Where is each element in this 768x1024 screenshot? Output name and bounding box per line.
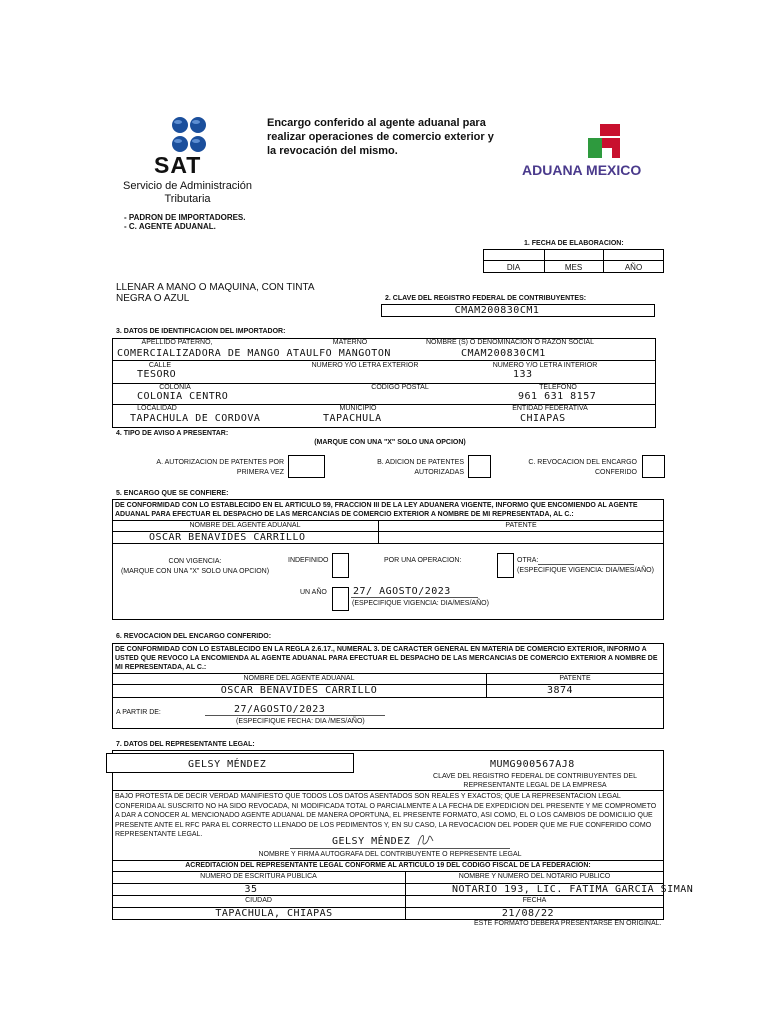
cp-label: CODIGO POSTAL bbox=[371, 384, 429, 391]
signature-scribble-icon bbox=[415, 831, 435, 849]
sat-logo-text: SAT bbox=[154, 152, 202, 178]
title-line3: la revocación del mismo. bbox=[267, 145, 398, 157]
telefono-value[interactable]: 961 631 8157 bbox=[518, 391, 597, 402]
aviso-opt-b-line2: AUTORIZADAS bbox=[414, 469, 464, 476]
un-anio-value[interactable]: 27/ AGOSTO/2023 bbox=[353, 586, 451, 597]
agency-name bbox=[100, 180, 275, 206]
revocacion-nombre-agente-label: NOMBRE DEL AGENTE ADUANAL bbox=[243, 675, 355, 682]
representante-nombre-value: GELSY MÉNDEZ bbox=[188, 759, 267, 770]
encargo-label: 5. ENCARGO QUE SE CONFIERE: bbox=[116, 490, 229, 497]
aviso-opt-c-label bbox=[520, 458, 637, 478]
calle-label: CALLE bbox=[148, 362, 172, 369]
un-anio-label: UN AÑO bbox=[300, 589, 327, 596]
revocacion-text-line3: MI REPRESENTADA, AL C.: bbox=[115, 664, 207, 671]
apellido-paterno-label: APELLIDO PATERNO, bbox=[141, 339, 213, 346]
fecha-dia-label: DIA bbox=[506, 263, 521, 272]
representante-rfc-label-line1: CLAVE DEL REGISTRO FEDERAL DE CONTRIBUYENTES DEL bbox=[433, 773, 637, 780]
nombre-value[interactable]: CMAM200830CM1 bbox=[461, 348, 546, 359]
fecha-anio-label: AÑO bbox=[624, 263, 643, 272]
vigencia-instruction: (MARQUE CON UNA "X" SOLO UNA OPCION) bbox=[120, 568, 270, 575]
aviso-opt-b-checkbox[interactable] bbox=[468, 455, 491, 478]
firma-label: NOMBRE Y FIRMA AUTOGRAFA DEL CONTRIBUYENTE O REPRESENTE LEGAL bbox=[258, 851, 522, 858]
notario-value[interactable]: NOTARIO 193, LIC. FATIMA GARCIA SIMAN bbox=[452, 884, 694, 895]
fecha-mes-label: MES bbox=[564, 263, 583, 272]
padron-line1: - PADRON DE IMPORTADORES. bbox=[124, 213, 246, 222]
notario-label: NOMBRE Y NUMERO DEL NOTARIO PUBLICO bbox=[458, 873, 611, 880]
agency-name-line1: Servicio de Administración bbox=[122, 180, 252, 192]
footer-note: ESTE FORMATO DEBERA PRESENTARSE EN ORIGINAL. bbox=[474, 920, 662, 927]
ciudad-label: CIUDAD bbox=[245, 897, 272, 904]
fecha-mes-input[interactable] bbox=[545, 250, 603, 260]
a-partir-instruction: (ESPECIFIQUE FECHA: DIA /MES/AÑO) bbox=[236, 718, 365, 725]
materno-label: MATERNO bbox=[332, 339, 368, 346]
encargo-patente-label: PATENTE bbox=[505, 522, 537, 529]
sat-globe-icon bbox=[150, 116, 230, 156]
otra-label: OTRA: bbox=[517, 557, 539, 564]
aviso-opt-a-label bbox=[140, 458, 284, 478]
title-line2: realizar operaciones de comercio exterior y bbox=[267, 131, 494, 143]
nombre-label: NOMBRE (S) O DENOMINACION O RAZON SOCIAL bbox=[425, 339, 594, 346]
encargo-nombre-agente-value[interactable]: OSCAR BENAVIDES CARRILLO bbox=[149, 532, 306, 543]
representante-rfc-label bbox=[420, 772, 650, 790]
fecha-label: 1. FECHA DE ELABORACION: bbox=[524, 240, 624, 247]
aduana-emblem-icon bbox=[588, 124, 628, 160]
revocacion-nombre-agente-value[interactable]: OSCAR BENAVIDES CARRILLO bbox=[220, 685, 378, 696]
rfc-label: 2. CLAVE DEL REGISTRO FEDERAL DE CONTRIBUYENTES: bbox=[385, 295, 587, 302]
protesta-line3: A DAR A CONOCER AL MENCIONADO AGENTE ADUANAL DE MANERA OPORTUNA, EL PRESENTE FORMATO, ASI COMO, EL O LOS CAMBIOS DE DOMICILIO QUE bbox=[115, 812, 653, 819]
localidad-label: LOCALIDAD bbox=[137, 405, 177, 412]
fill-instruction-line2: NEGRA O AZUL bbox=[116, 293, 190, 304]
revocacion-text-line2: USTED QUE REVOCO LA ENCOMIENDA AL AGENTE ADUANAL PARA EFECTUAR EL DESPACHO DE LAS MERCANCIAS DE COMERCIO EXTERIOR A NOMBRE DE bbox=[115, 655, 658, 662]
aviso-opt-a-line1: A. AUTORIZACION DE PATENTES POR bbox=[156, 459, 284, 466]
vigencia-label-text: CON VIGENCIA: bbox=[168, 558, 222, 565]
representante-label: 7. DATOS DEL REPRESENTANTE LEGAL: bbox=[116, 741, 255, 748]
acreditacion-label: ACREDITACION DEL REPRESENTANTE LEGAL CONFORME AL ARTICULO 19 DEL CODIGO FISCAL DE LA FEDERACION: bbox=[185, 862, 591, 869]
aviso-opt-c-checkbox[interactable] bbox=[642, 455, 665, 478]
municipio-value[interactable]: TAPACHULA bbox=[323, 413, 382, 424]
calle-value[interactable]: TESORO bbox=[137, 369, 177, 380]
revocacion-patente-label: PATENTE bbox=[559, 675, 591, 682]
padron-line2: - C. AGENTE ADUANAL. bbox=[124, 222, 216, 231]
a-partir-value[interactable]: 27/AGOSTO/2023 bbox=[234, 704, 326, 715]
un-anio-checkbox[interactable] bbox=[332, 587, 349, 611]
importador-label: 3. DATOS DE IDENTIFICACION DEL IMPORTADOR: bbox=[116, 328, 286, 335]
revocacion-patente-value[interactable]: 3874 bbox=[547, 685, 574, 696]
aduana-logo bbox=[520, 124, 660, 184]
indefinido-checkbox[interactable] bbox=[332, 553, 349, 578]
encargo-text-line2: ADUANAL PARA EFECTUAR EL DESPACHO DE LAS MERCANCIAS DE COMERCIO EXTERIOR A NOMBRE DE MI REPRESENTADA, AL C.: bbox=[115, 511, 574, 518]
a-partir-label: A PARTIR DE: bbox=[116, 709, 161, 716]
una-operacion-checkbox[interactable] bbox=[497, 553, 514, 578]
fill-instruction bbox=[116, 282, 315, 304]
colonia-label: COLONIA bbox=[159, 384, 191, 391]
aviso-opt-c-line2: CONFERIDO bbox=[595, 469, 637, 476]
encargo-patente-input[interactable] bbox=[379, 532, 663, 543]
entidad-value[interactable]: CHIAPAS bbox=[520, 413, 566, 424]
aviso-label: 4. TIPO DE AVISO A PRESENTAR: bbox=[116, 430, 229, 437]
representante-rfc-value[interactable]: MUMG900567AJ8 bbox=[490, 759, 575, 770]
escritura-value[interactable]: 35 bbox=[244, 884, 258, 895]
page-title bbox=[267, 116, 494, 158]
municipio-label: MUNICIPIO bbox=[339, 405, 377, 412]
sat-logo bbox=[150, 116, 230, 176]
fecha-acreditacion-label: FECHA bbox=[522, 897, 547, 904]
aviso-opt-a-checkbox[interactable] bbox=[288, 455, 325, 478]
protesta-text bbox=[115, 792, 661, 840]
aduana-logo-text: ADUANA MEXICO bbox=[522, 162, 642, 178]
protesta-line5: REPRESENTANTE LEGAL. bbox=[115, 831, 203, 838]
indefinido-label: INDEFINIDO bbox=[288, 557, 329, 564]
revocacion-label: 6. REVOCACION DEL ENCARGO CONFERIDO: bbox=[116, 633, 272, 640]
aviso-opt-c-line1: C. REVOCACION DEL ENCARGO bbox=[528, 459, 637, 466]
encargo-nombre-agente-label: NOMBRE DEL AGENTE ADUANAL bbox=[189, 522, 301, 529]
agency-name-line2: Tributaria bbox=[164, 193, 211, 205]
aviso-opt-b-label bbox=[360, 458, 464, 478]
fecha-dia-input[interactable] bbox=[484, 250, 544, 260]
ciudad-value[interactable]: TAPACHULA, CHIAPAS bbox=[215, 908, 333, 919]
telefono-label: TELEFONO bbox=[539, 384, 577, 391]
aviso-opt-a-line2: PRIMERA VEZ bbox=[236, 469, 284, 476]
escritura-label: NUMERO DE ESCRITURA PUBLICA bbox=[200, 873, 317, 880]
fecha-anio-input[interactable] bbox=[604, 250, 663, 260]
representante-rfc-label-line2: REPRESENTANTE LEGAL DE LA EMPRESA bbox=[463, 782, 607, 789]
otra-instruction: (ESPECIFIQUE VIGENCIA: DIA/MES/AÑO) bbox=[517, 567, 654, 574]
num-ext-label: NUMERO Y/O LETRA EXTERIOR bbox=[311, 362, 419, 369]
entidad-label: ENTIDAD FEDERATIVA bbox=[512, 405, 588, 412]
aviso-opt-b-line1: B. ADICION DE PATENTES bbox=[377, 459, 464, 466]
fill-instruction-line1: LLENAR A MANO O MAQUINA, CON TINTA bbox=[116, 282, 315, 293]
encargo-text bbox=[115, 501, 661, 519]
revocacion-text-line1: DE CONFORMIDAD CON LO ESTABLECIDO EN LA REGLA 2.6.17., NUMERAL 3. DE CARACTER GENERAL EN MATERIA DE COMERCIO EXTERIOR, INFORMO A bbox=[115, 646, 647, 653]
un-anio-instruction: (ESPECIFIQUE VIGENCIA: DIA/MES/AÑO) bbox=[352, 600, 489, 607]
colonia-value[interactable]: COLONIA CENTRO bbox=[137, 391, 229, 402]
num-int-label: NUMERO Y/O LETRA INTERIOR bbox=[492, 362, 598, 369]
title-line1: Encargo conferido al agente aduanal para bbox=[267, 117, 486, 129]
rfc-value: CMAM200830CM1 bbox=[454, 305, 540, 316]
localidad-value[interactable]: TAPACHULA DE CORDOVA bbox=[130, 413, 261, 424]
aviso-instruction: (MARQUE CON UNA "X" SOLO UNA OPCION) bbox=[314, 439, 466, 446]
una-operacion-label: POR UNA OPERACION: bbox=[384, 557, 462, 564]
firma-value[interactable]: GELSY MÉNDEZ bbox=[332, 836, 411, 847]
encargo-text-line1: DE CONFORMIDAD CON LO ESTABLECIDO EN EL ARTICULO 59, FRACCION III DE LA LEY ADUANERA VIGENTE, INFORMO QUE ENCOMIENDO AL AGENTE bbox=[115, 502, 638, 509]
revocacion-text bbox=[115, 645, 661, 672]
protesta-line4: PRESENTE ANTE EL RFC PARA EL CORRECTO LLENADO DE LOS PEDIMENTOS Y, EN SU CASO, LA REVOCACION DEL PODER QUE ME FUE CONFERIDO COMO bbox=[115, 821, 652, 829]
fecha-acreditacion-value[interactable]: 21/08/22 bbox=[501, 908, 555, 919]
num-int-value[interactable]: 133 bbox=[513, 369, 533, 380]
vigencia-label bbox=[120, 557, 270, 577]
padron-list bbox=[124, 213, 245, 231]
protesta-line2: CONFERIDA AL SUSCRITO NO HA SIDO REVOCADA, NI MODIFICADA TOTAL O PARCIALMENTE A LA FECHA DE EXPEDICION DEL PRESENTE Y ME COMPROMETO bbox=[115, 802, 657, 810]
protesta-line1: BAJO PROTESTA DE DECIR VERDAD MANIFIESTO QUE TODOS LOS DATOS ASENTADOS SON REALES Y EXACTOS; QUE LA REPRESENTACION LEGAL bbox=[115, 793, 621, 800]
apellidos-value[interactable]: COMERCIALIZADORA DE MANGO ATAULFO MANGOTON bbox=[117, 348, 391, 359]
